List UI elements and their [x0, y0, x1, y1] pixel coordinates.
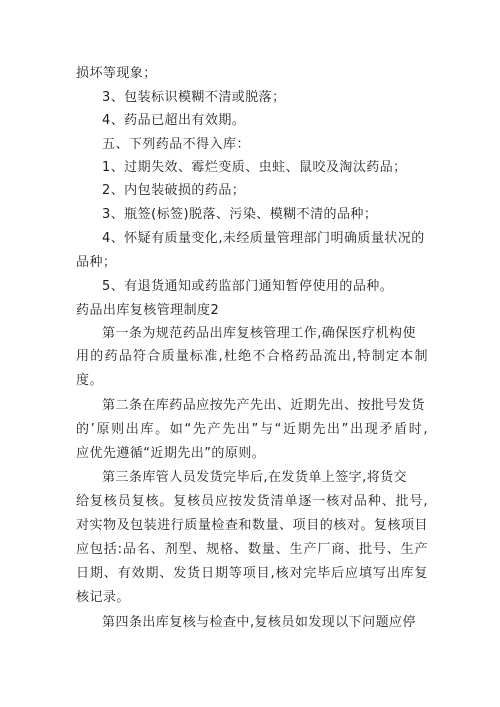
- paragraph-line: 第一条为规范药品出库复核管理工作,确保医疗机构使: [102, 326, 416, 341]
- paragraph-line: 第四条出库复核与检查中,复核员如发现以下问题应停: [102, 615, 416, 630]
- paragraph-line: 核记录。: [76, 590, 130, 605]
- paragraph-line: 的’原则出库。如“先产先出”与“近期先出”出现矛盾时,: [76, 422, 428, 437]
- paragraph-line: 度。: [76, 373, 103, 388]
- paragraph-line: 给复核员复核。复核员应按发货清单逐一核对品种、批号,: [76, 494, 428, 509]
- text-line: 损坏等现象；: [76, 66, 157, 81]
- section-heading: 五、下列药品不得入库：: [102, 137, 250, 152]
- text-line: 品种；: [76, 255, 117, 270]
- text-line: 5、有退货通知或药监部门通知暂停使用的品种。: [102, 279, 394, 294]
- text-line: 2、内包装破损的药品；: [102, 183, 246, 198]
- text-line: 4、药品已超出有效期。: [102, 113, 246, 128]
- text-line: 3、瓶签(标签)脱落、污染、模糊不清的品种；: [102, 207, 378, 222]
- paragraph-line: 第三条库管人员发货完毕后,在发货单上签字,将货交: [102, 470, 408, 485]
- text-line: 1、过期失效、霉烂变质、虫蛀、鼠咬及淘汰药品；: [102, 160, 407, 175]
- paragraph-line: 第二条在库药品应按先产先出、近期先出、按批号发货: [102, 398, 425, 413]
- text-line: 3、包装标识模糊不清或脱落；: [102, 90, 286, 105]
- text-line: 4、怀疑有质量变化,未经质量管理部门明确质量状况的: [102, 231, 425, 246]
- paragraph-line: 日期、有效期、发货日期等项目,核对完毕后应填写出库复: [76, 566, 428, 581]
- paragraph-line: 应包括:品名、剂型、规格、数量、生产厂商、批号、生产: [76, 542, 428, 557]
- document-title: 药品出库复核管理制度2: [76, 303, 220, 318]
- paragraph-line: 用的药品符合质量标准,杜绝不合格药品流出,特制定本制: [76, 349, 428, 364]
- paragraph-line: 对实物及包装进行质量检查和数量、项目的核对。复核项目: [76, 518, 428, 533]
- paragraph-line: 应优先遵循“近期先出”的原则。: [76, 446, 266, 461]
